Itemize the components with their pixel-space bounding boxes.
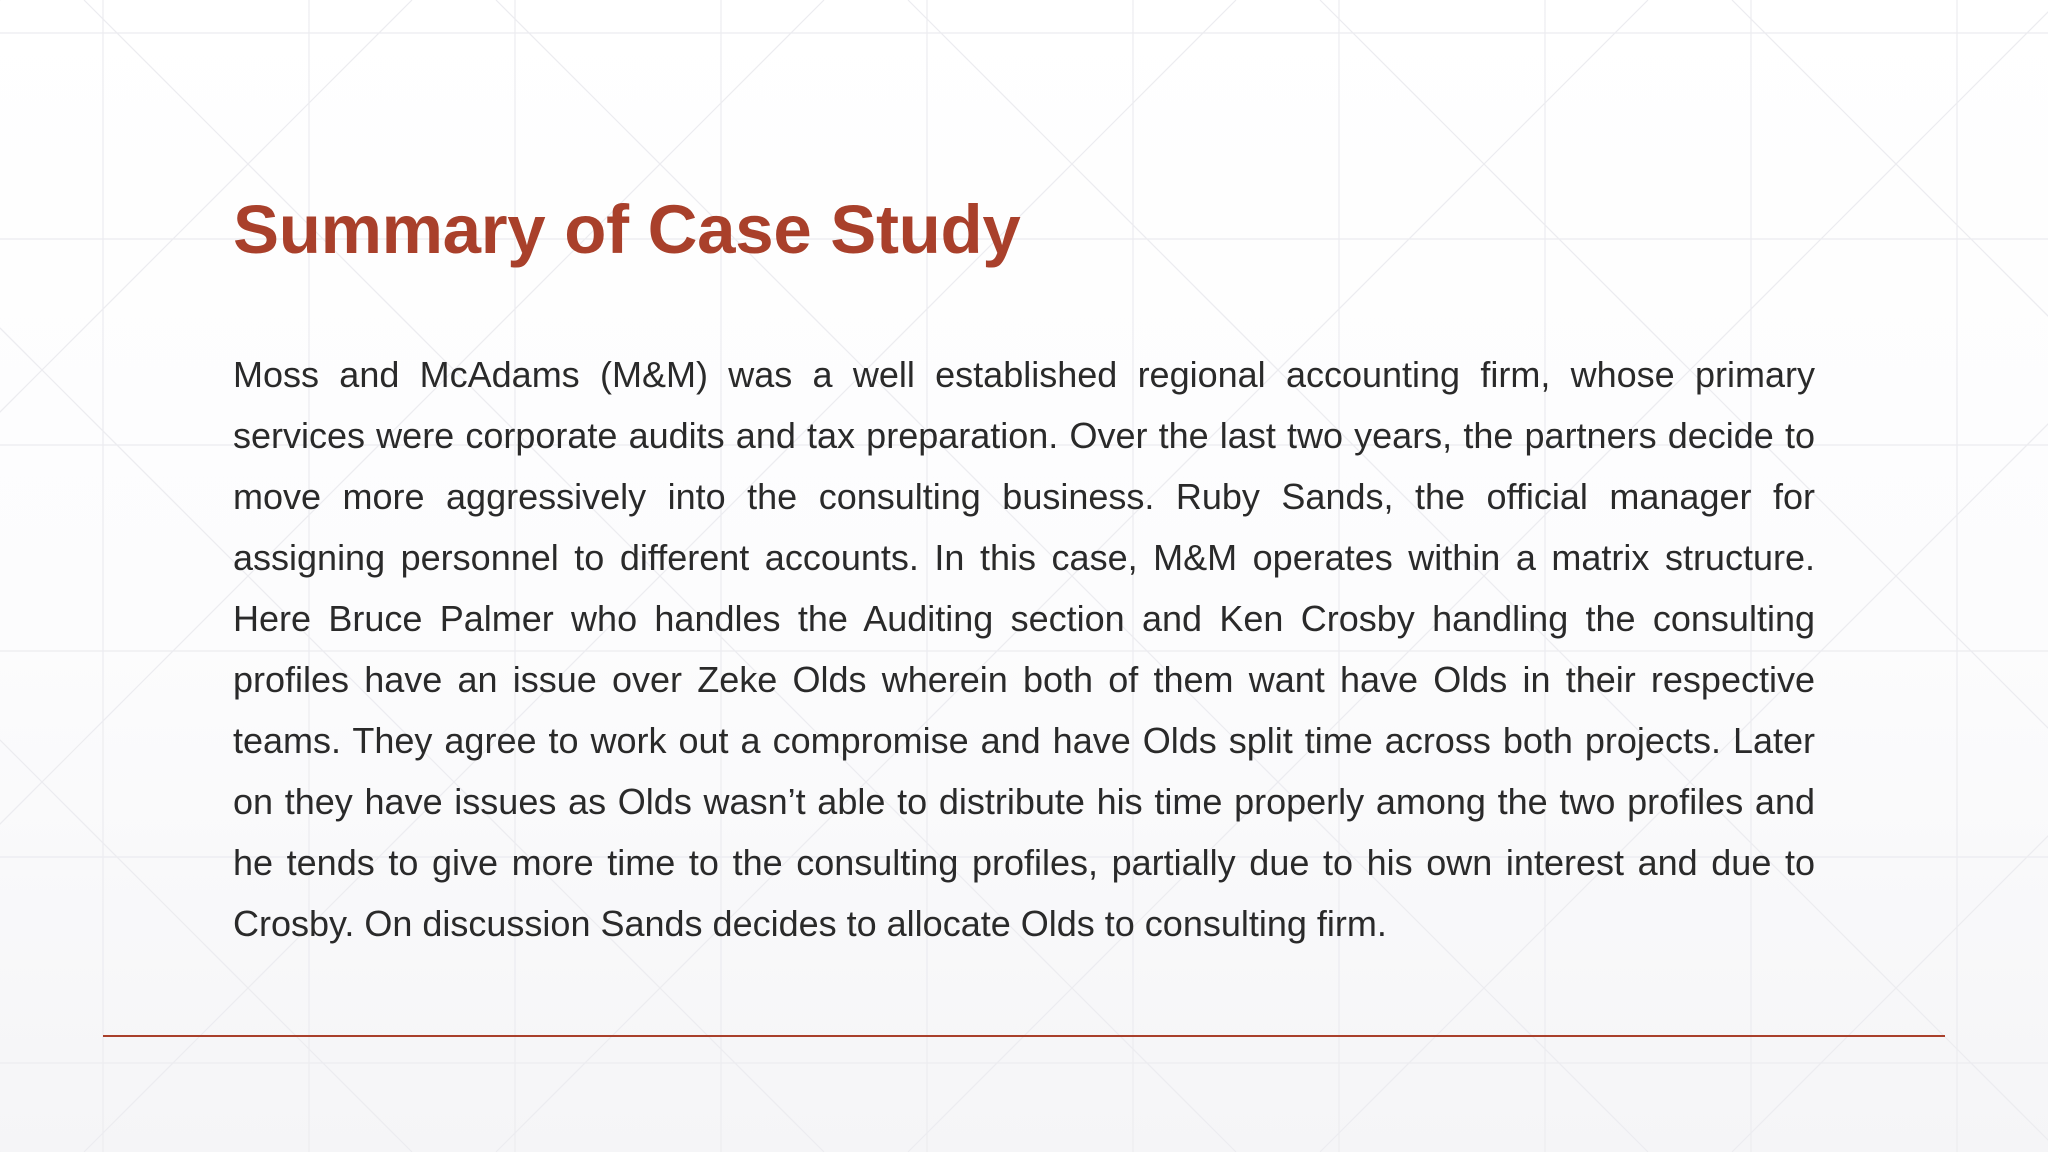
slide-title: Summary of Case Study: [233, 191, 1021, 268]
footer-divider-line: [103, 1035, 1945, 1037]
slide-body-text: Moss and McAdams (M&M) was a well established regional accounting firm, whose primary services were corporate audits and tax preparation. Over the last two years, the partners decide to move more aggressively into the consulting business. Ruby Sands, the official manager for assigning personnel to different accounts. In this case, M&M operates within a matrix structure. Here Bruce Palmer who handles the Auditing section and Ken Crosby handling the consulting profiles have an issue over Zeke Olds wherein both of them want have Olds in their respective teams. They agree to work out a compromise and have Olds split time across both projects. Later on they have issues as Olds wasn’t able to distribute his time properly among the two profiles and he tends to give more time to the consulting profiles, partially due to his own interest and due to Crosby. On discussion Sands decides to allocate Olds to consulting firm.: [233, 354, 1815, 944]
